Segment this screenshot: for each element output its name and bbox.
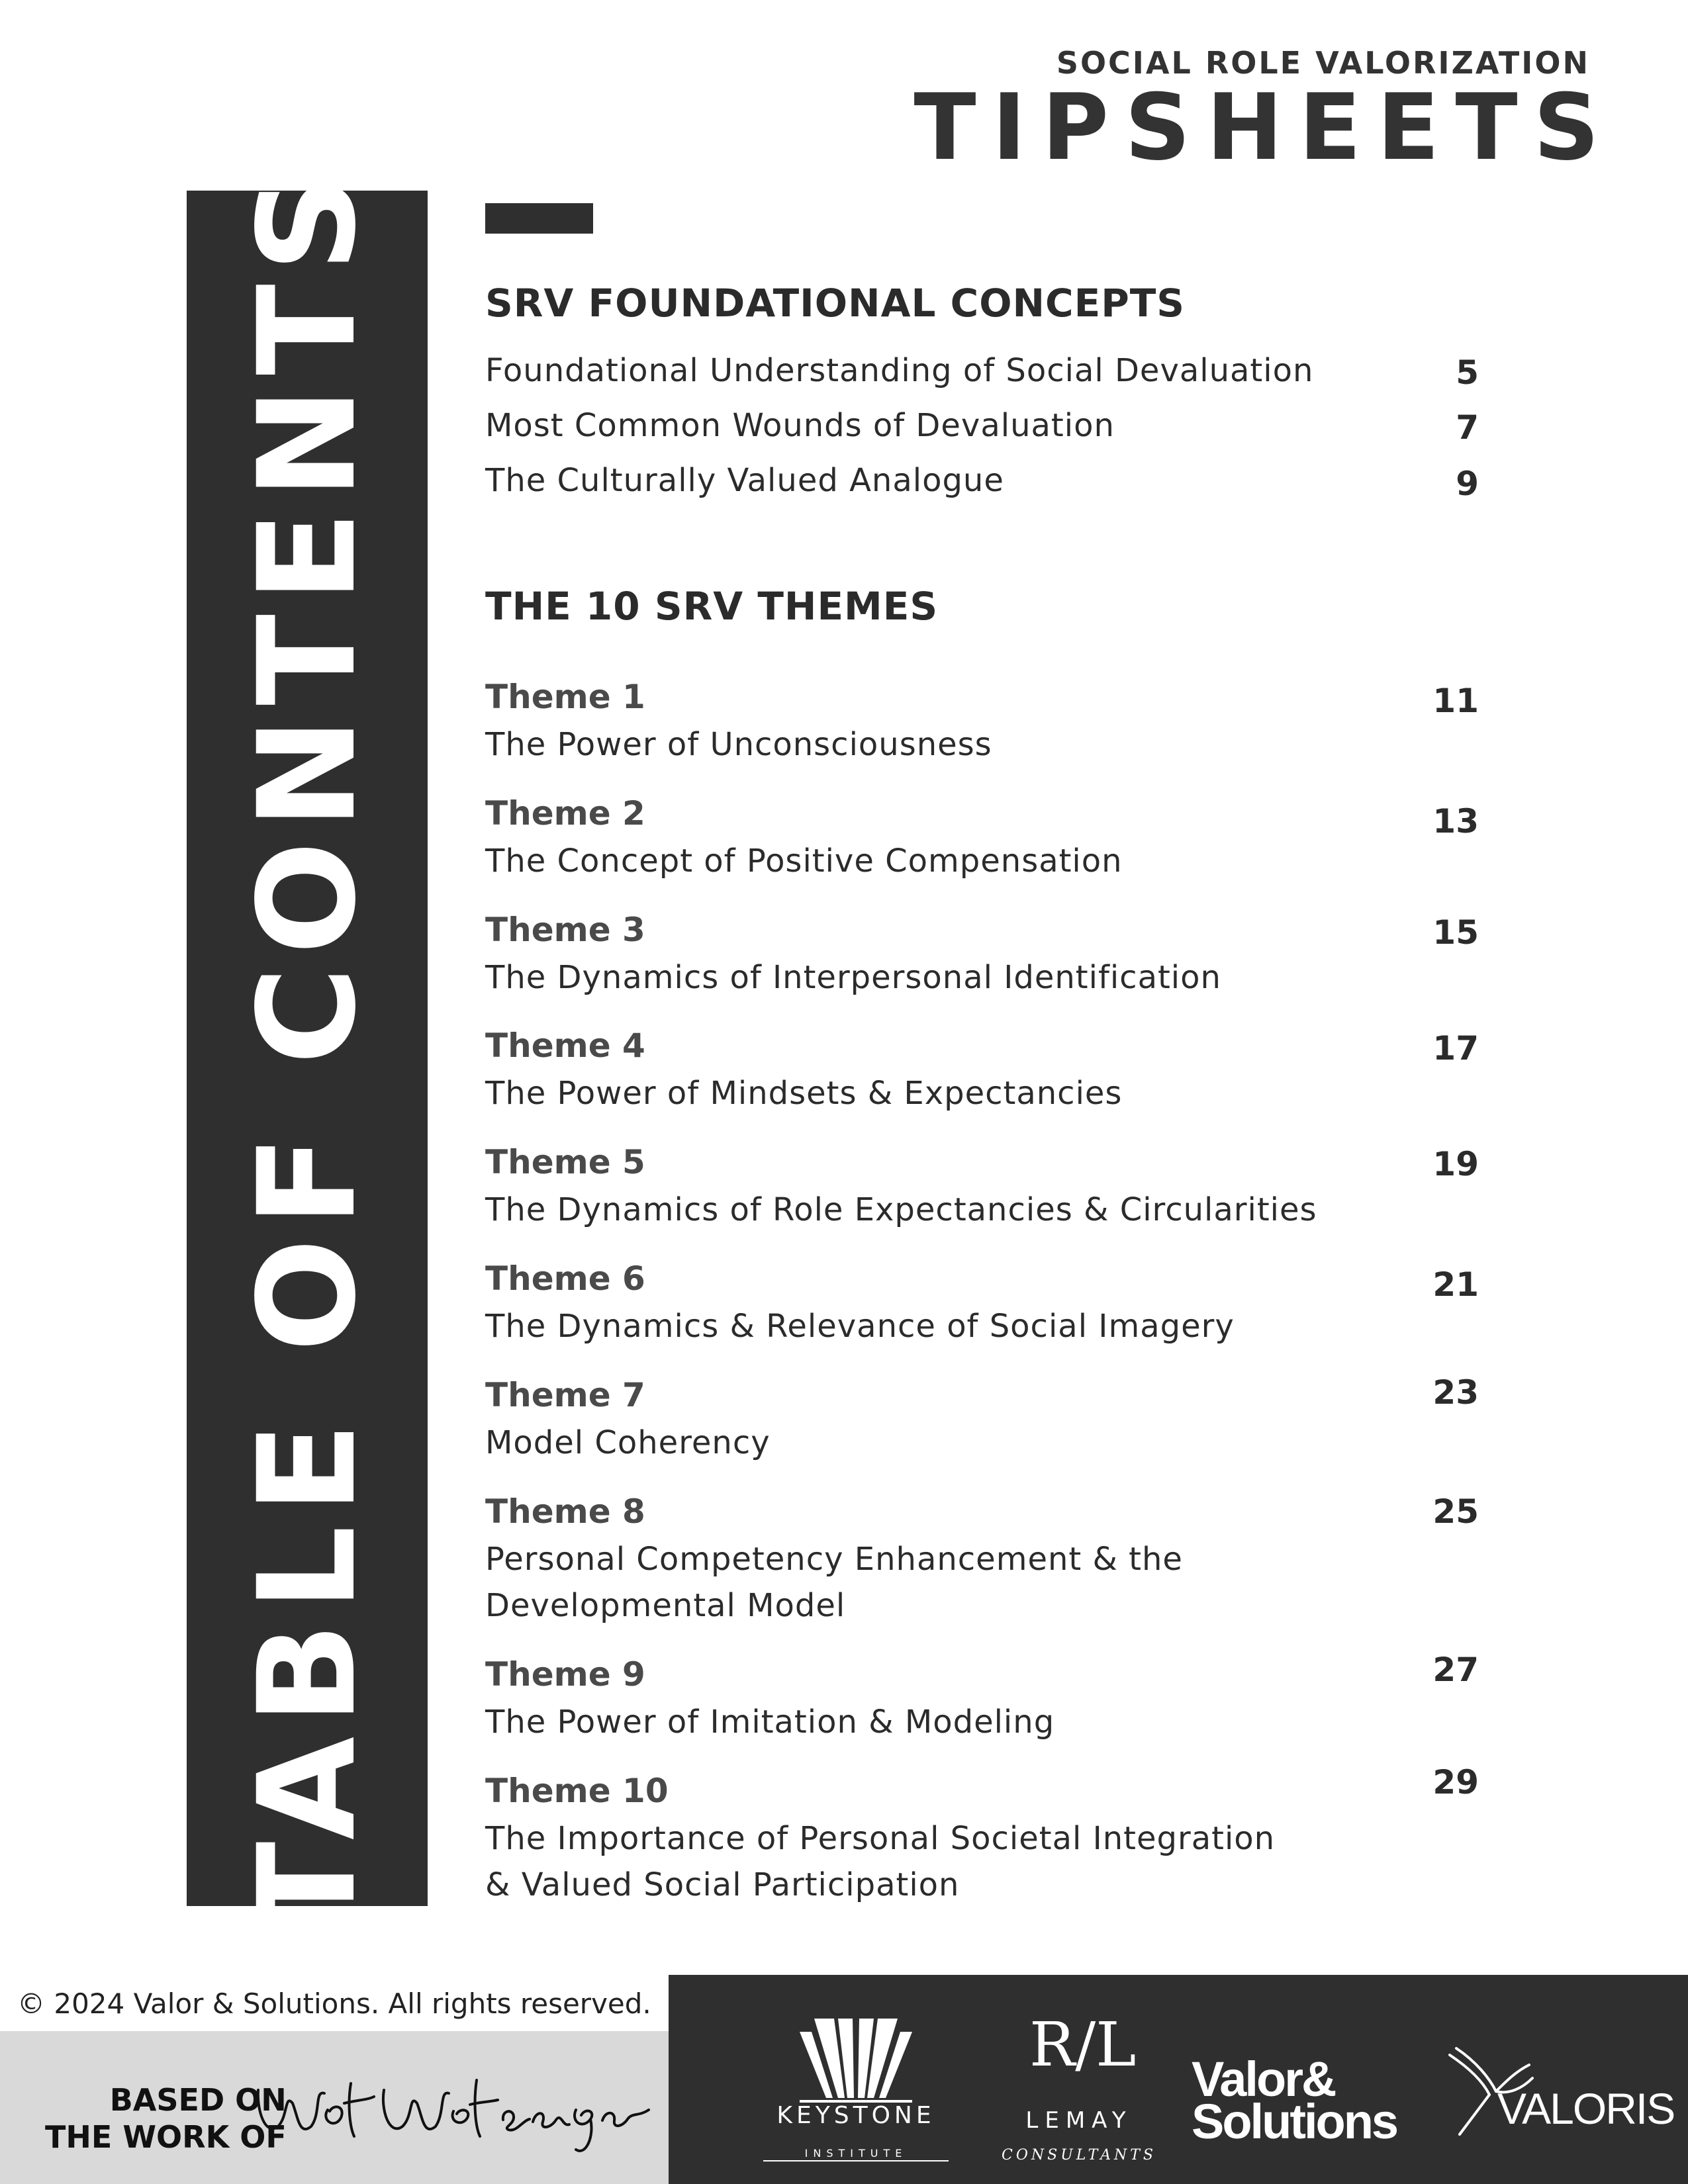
theme-2-title[interactable]	[485, 838, 1123, 884]
valoris-name: VALORIS	[1497, 2084, 1675, 2133]
theme-6-title[interactable]	[485, 1303, 1235, 1349]
themes-heading: THE 10 SRV THEMES	[485, 584, 939, 629]
toc-sidebar-band	[187, 163, 428, 1933]
valor-solutions-logo	[1192, 2052, 1397, 2149]
theme-7-title-line1: Model Coherency	[485, 1424, 771, 1461]
theme-5-page[interactable]: 19	[1432, 1145, 1479, 1183]
theme-8-title-line2: Developmental Model	[485, 1587, 846, 1624]
theme-4-title-line1: The Power of Mindsets & Expectancies	[485, 1075, 1123, 1112]
based-on-line2: THE WORK OF	[45, 2119, 287, 2155]
theme-5-label[interactable]: Theme 5	[485, 1143, 645, 1181]
based-on-label	[45, 2081, 287, 2156]
theme-9-label[interactable]: Theme 9	[485, 1655, 645, 1694]
accent-bar	[485, 203, 593, 234]
theme-3-label[interactable]: Theme 3	[485, 911, 645, 949]
foundational-heading: SRV FOUNDATIONAL CONCEPTS	[485, 281, 1186, 326]
theme-1-label[interactable]: Theme 1	[485, 678, 645, 716]
theme-10-label[interactable]: Theme 10	[485, 1772, 669, 1810]
based-on-line1: BASED ON	[109, 2082, 287, 2118]
theme-8-title[interactable]	[485, 1536, 1183, 1629]
theme-5-title[interactable]	[485, 1187, 1317, 1233]
theme-10-title[interactable]	[485, 1815, 1275, 1908]
theme-9-title-line1: The Power of Imitation & Modeling	[485, 1704, 1055, 1741]
theme-3-page[interactable]: 15	[1432, 913, 1479, 952]
header-title: TIPSHEETS	[914, 74, 1615, 181]
theme-8-page[interactable]: 25	[1432, 1492, 1479, 1531]
keystone-name: KEYSTONE	[776, 2102, 935, 2129]
header-subtitle: SOCIAL ROLE VALORIZATION	[1056, 45, 1590, 81]
theme-6-page[interactable]: 21	[1432, 1265, 1479, 1304]
theme-1-title-line1: The Power of Unconsciousness	[485, 726, 992, 763]
theme-5-title-line1: The Dynamics of Role Expectancies & Circularities	[485, 1191, 1317, 1228]
lemay-sub: CONSULTANTS	[1002, 2147, 1156, 2163]
theme-10-page[interactable]: 29	[1432, 1763, 1479, 1801]
theme-2-title-line1: The Concept of Positive Compensation	[485, 842, 1123, 880]
theme-4-title[interactable]	[485, 1070, 1122, 1116]
valor-line1: Valor&	[1192, 2052, 1335, 2107]
theme-7-title[interactable]	[485, 1420, 771, 1466]
foundational-page-3[interactable]: 9	[1456, 465, 1479, 503]
foundational-item-1[interactable]: Foundational Understanding of Social Devaluation	[485, 352, 1314, 389]
foundational-item-3[interactable]: The Culturally Valued Analogue	[485, 462, 1004, 499]
theme-2-label[interactable]: Theme 2	[485, 794, 645, 833]
theme-6-label[interactable]: Theme 6	[485, 1259, 645, 1298]
theme-8-label[interactable]: Theme 8	[485, 1492, 645, 1531]
theme-2-page[interactable]: 13	[1432, 802, 1479, 841]
theme-3-title-line1: The Dynamics of Interpersonal Identification	[485, 959, 1221, 996]
theme-3-title[interactable]	[485, 954, 1221, 1001]
theme-6-title-line1: The Dynamics & Relevance of Social Imagery	[485, 1308, 1235, 1345]
foundational-page-1[interactable]: 5	[1456, 353, 1479, 392]
foundational-item-2[interactable]: Most Common Wounds of Devaluation	[485, 407, 1115, 444]
valor-line2: Solutions	[1192, 2094, 1397, 2149]
theme-4-label[interactable]: Theme 4	[485, 1026, 645, 1065]
theme-1-page[interactable]: 11	[1432, 682, 1479, 720]
lemay-mark: R/L	[1029, 2009, 1137, 2080]
theme-9-title[interactable]	[485, 1699, 1055, 1745]
theme-7-label[interactable]: Theme 7	[485, 1376, 645, 1414]
toc-vertical-title: TABLE OF CONTENTS	[229, 163, 385, 1933]
theme-7-page[interactable]: 23	[1432, 1373, 1479, 1412]
theme-8-title-line1: Personal Competency Enhancement & the	[485, 1541, 1183, 1578]
signature-image	[252, 2064, 655, 2163]
theme-1-title[interactable]	[485, 721, 992, 768]
foundational-page-2[interactable]: 7	[1456, 408, 1479, 447]
theme-4-page[interactable]: 17	[1432, 1029, 1479, 1068]
theme-10-title-line1: The Importance of Personal Societal Integration	[485, 1820, 1276, 1857]
lemay-name: LEMAY	[1025, 2107, 1133, 2134]
theme-10-title-line2: & Valued Social Participation	[485, 1866, 960, 1903]
copyright-notice: © 2024 Valor & Solutions. All rights reserved.	[17, 1987, 651, 2020]
keystone-sub: INSTITUTE	[804, 2147, 908, 2160]
theme-9-page[interactable]: 27	[1432, 1651, 1479, 1689]
